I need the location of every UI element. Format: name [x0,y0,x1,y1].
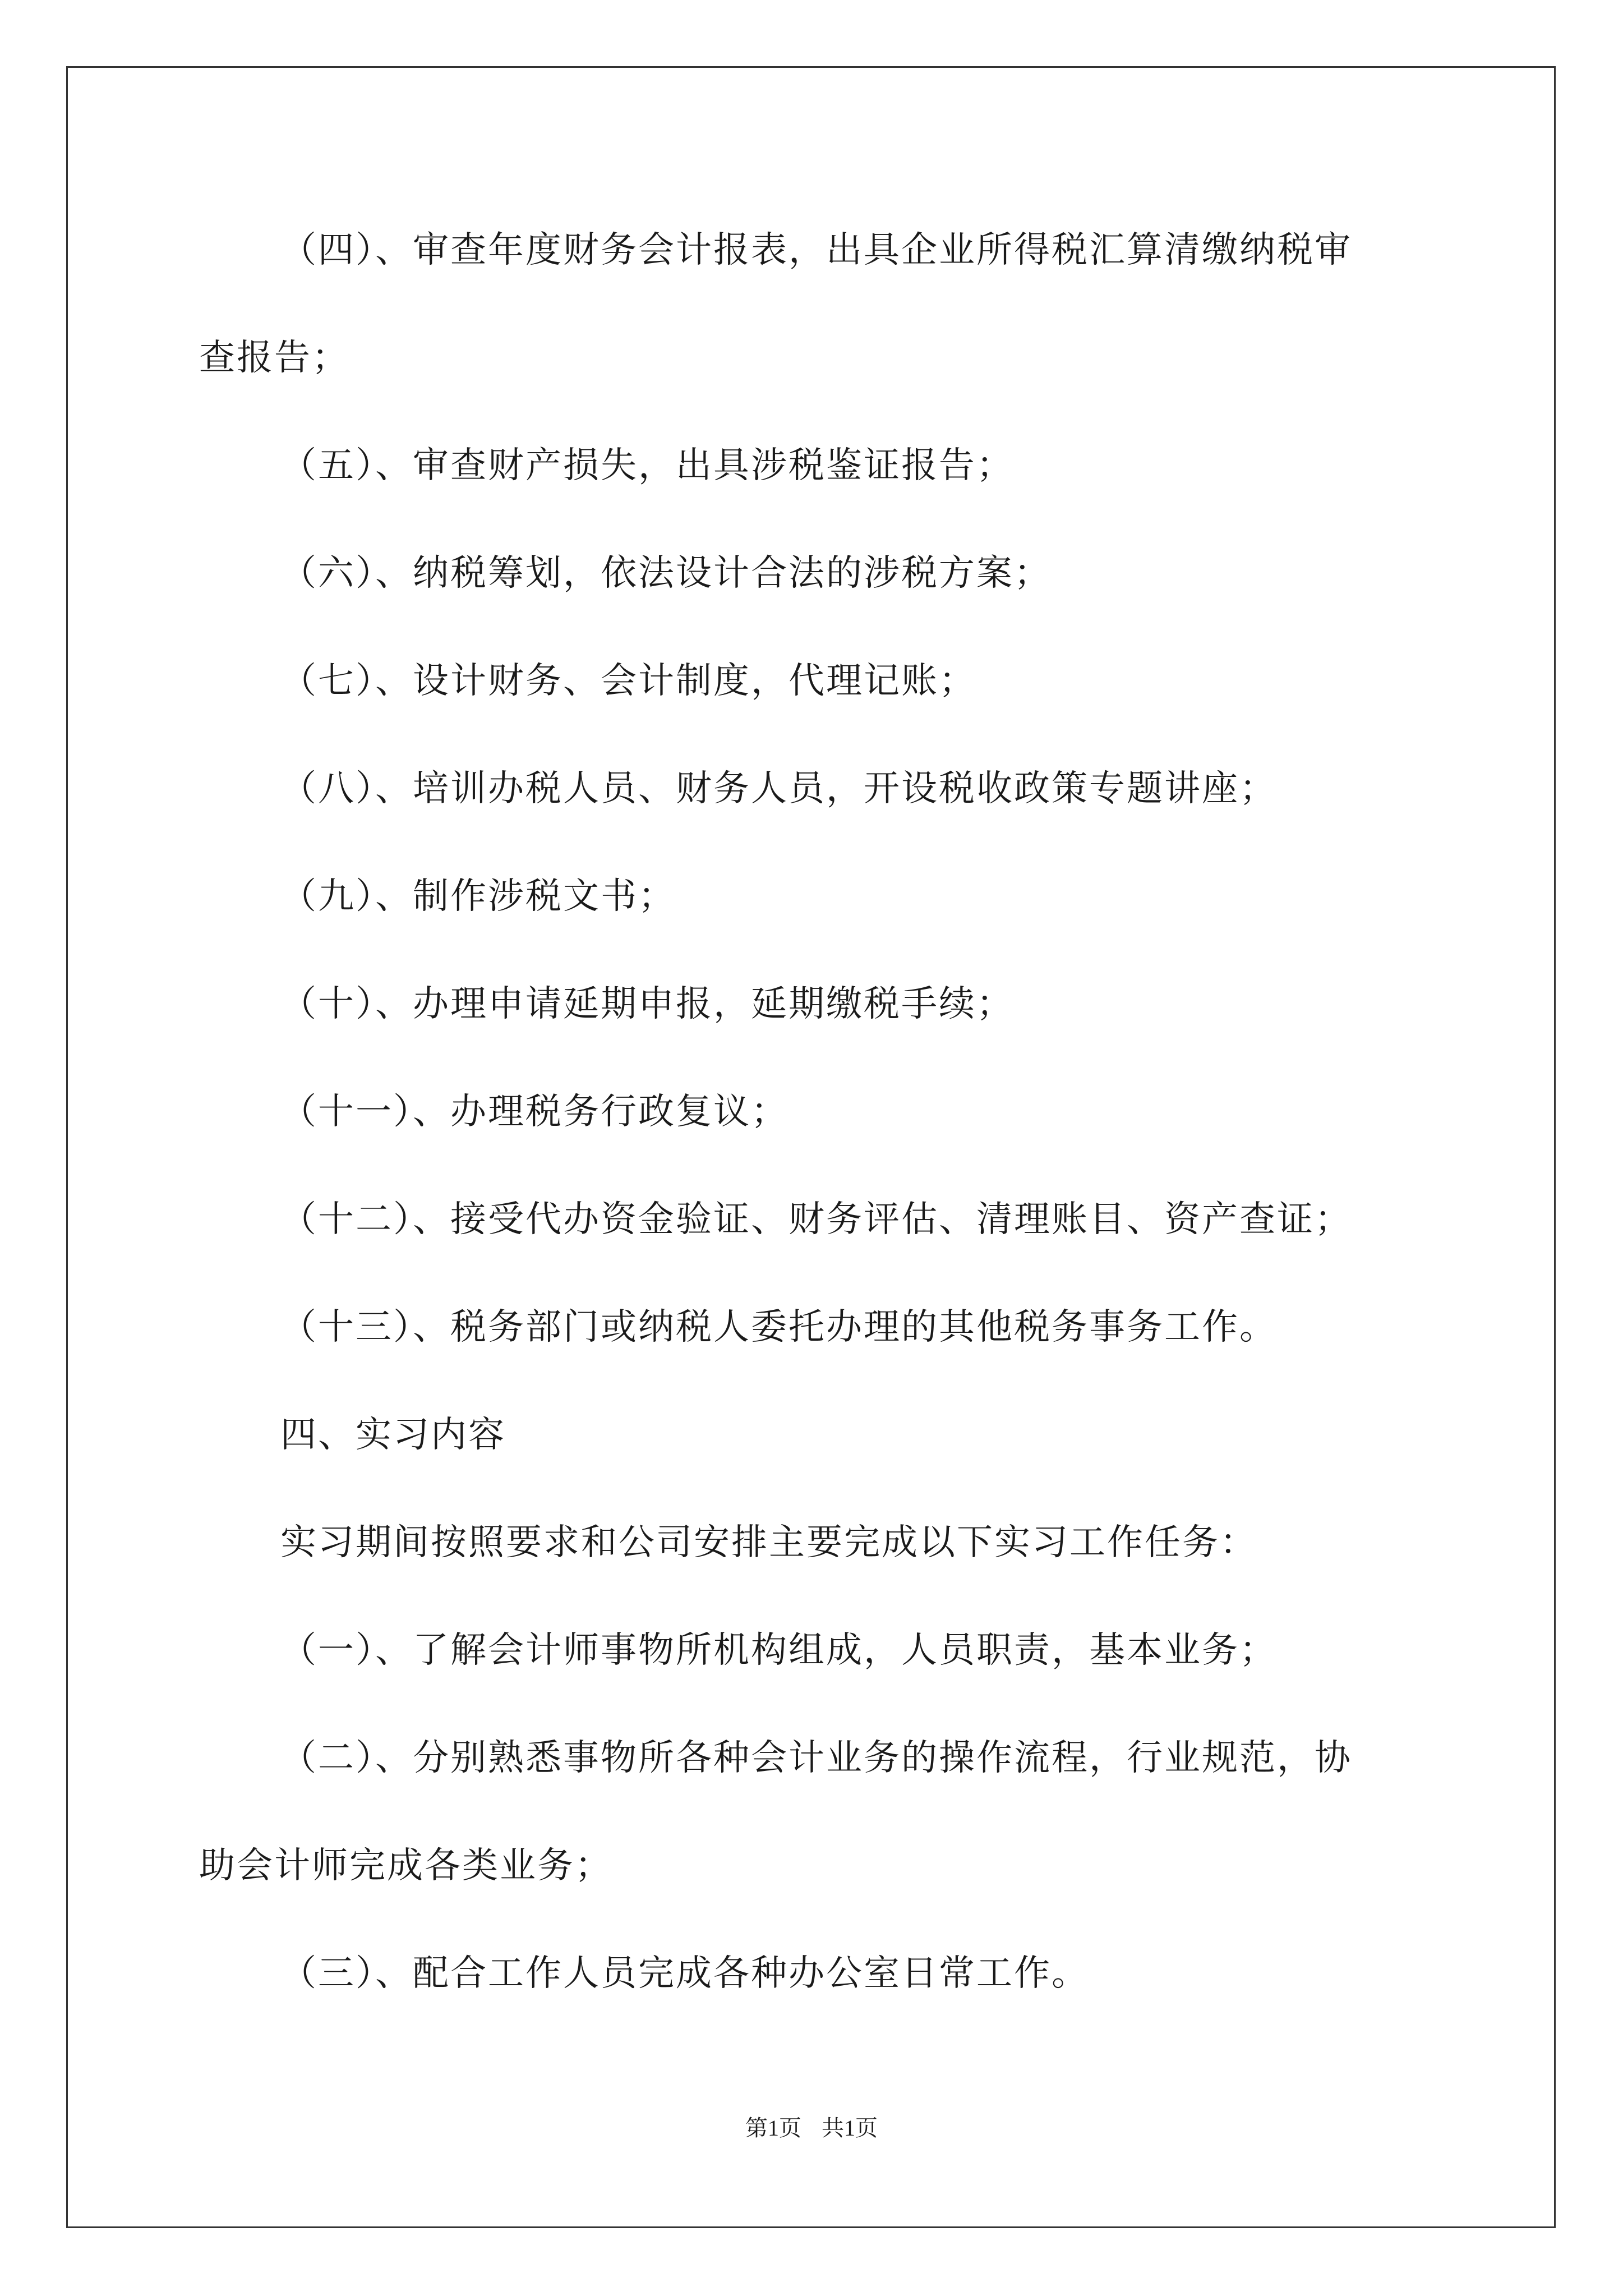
text-line: （一）、了解会计师事物所机构组成，人员职责，基本业务； [280,1630,1277,1671]
page-total: 共1页 [822,2115,878,2141]
text-line: （四）、审查年度财务会计报表，出具企业所得税汇算清缴纳税审 [280,229,1352,271]
text-line: 查报告； [199,337,349,379]
page-footer [0,2111,1623,2145]
text-line: （六）、纳税筹划，依法设计合法的涉税方案； [280,553,1052,594]
text-line: 助会计师完成各类业务； [199,1845,612,1887]
text-line: （三）、配合工作人员完成各种办公室日常工作。 [280,1953,1089,1994]
text-line: 实习期间按照要求和公司安排主要完成以下实习工作任务： [280,1522,1257,1563]
text-line: （七）、设计财务、会计制度，代理记账； [280,660,976,702]
text-line: （十一）、办理税务行政复议； [280,1091,789,1133]
text-line: （十三）、税务部门或纳税人委托办理的其他税务事务工作。 [280,1306,1277,1348]
text-line: （八）、培训办税人员、财务人员，开设税收政策专题讲座； [280,768,1277,809]
text-line: （二）、分别熟悉事物所各种会计业务的操作流程，行业规范，协 [280,1737,1352,1779]
text-line: （五）、审查财产损失，出具涉税鉴证报告； [280,445,1014,486]
text-line: （九）、制作涉税文书； [280,876,676,917]
page-border [66,66,1556,2228]
text-line: （十二）、接受代办资金验证、财务评估、清理账目、资产查证； [280,1199,1352,1240]
text-line: （十）、办理申请延期申报，延期缴税手续； [280,983,1014,1025]
section-heading: 四、实习内容 [280,1414,506,1456]
page-number: 第1页 [745,2115,801,2141]
